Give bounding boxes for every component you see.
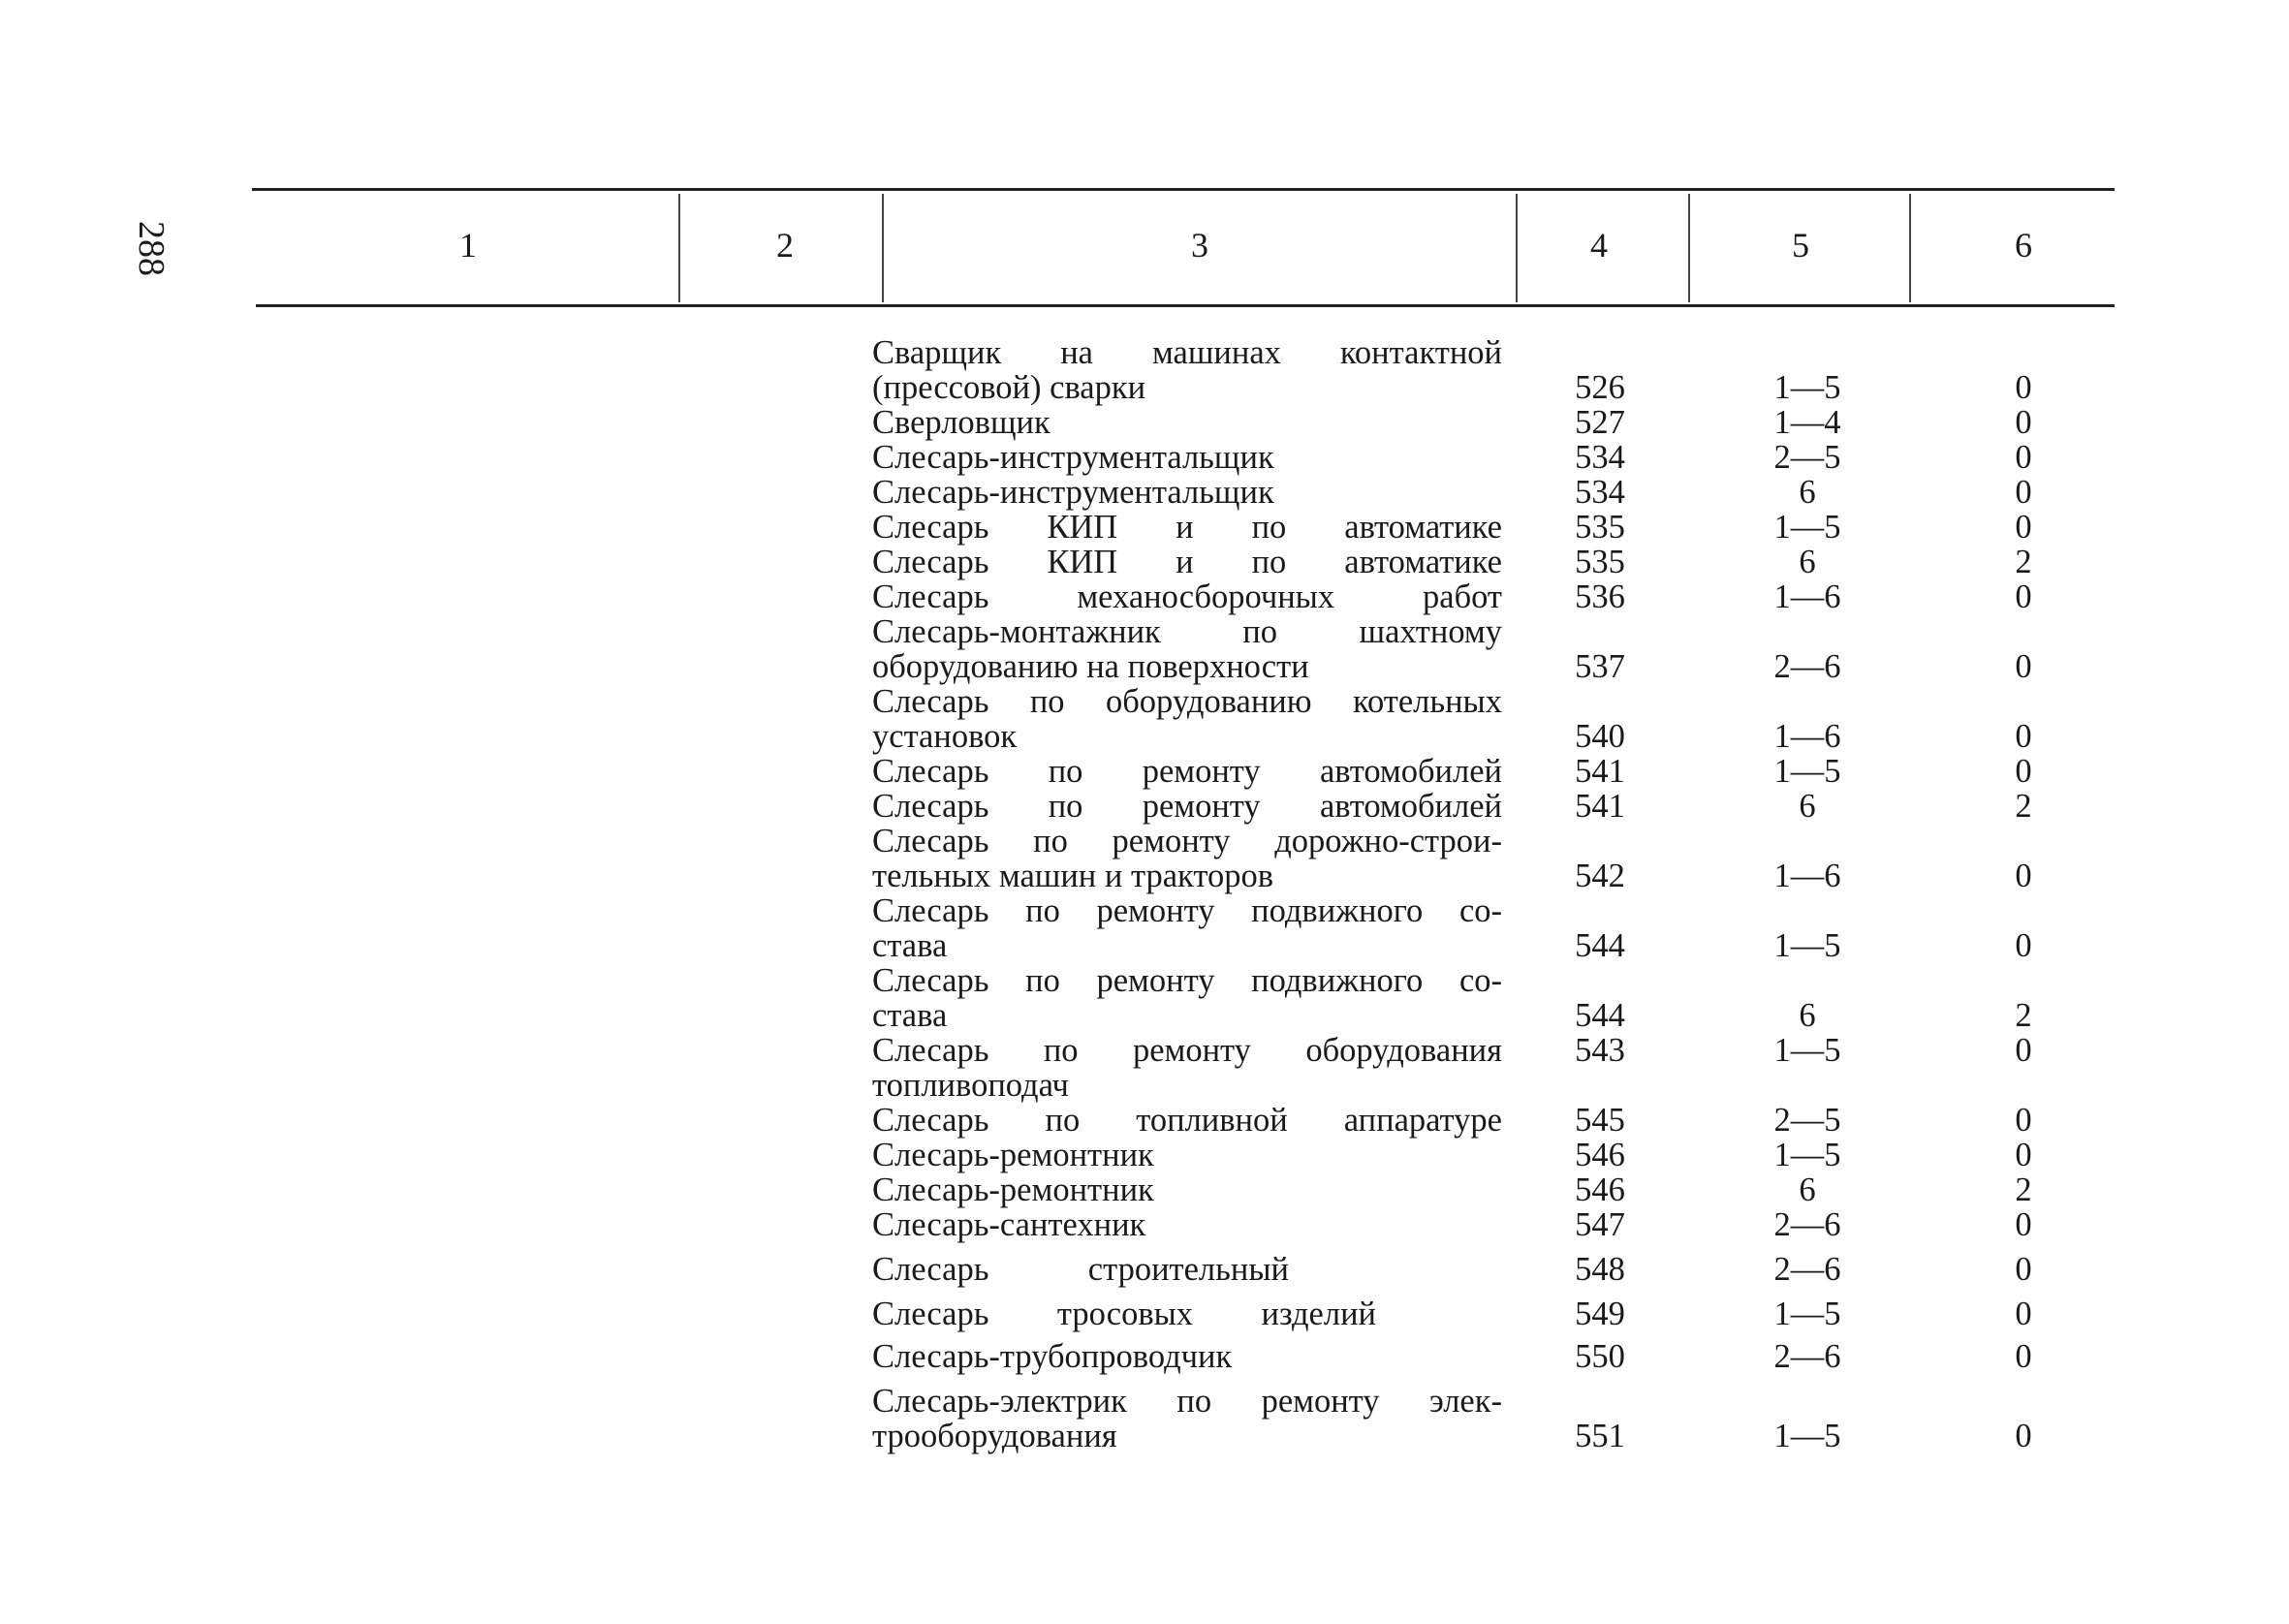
- occupation-name-line: Слесарь по ремонту подвижного со-: [872, 892, 1502, 929]
- occupation-name-line: става: [872, 927, 948, 964]
- occupation-name-line: Слесарь по ремонту автомобилей: [872, 788, 1502, 825]
- occupation-name-line: трооборудования: [872, 1418, 1117, 1454]
- value-cell: 0: [2015, 927, 2032, 964]
- value-cell: 0: [2015, 1418, 2032, 1454]
- occupation-name-line: Слесарь КИП и по автоматике: [872, 509, 1502, 546]
- value-cell: 2: [2015, 788, 2032, 825]
- occupation-name-line: Сварщик на машинах контактной: [872, 334, 1502, 371]
- grade-range: 2—6: [1773, 648, 1841, 685]
- column-divider-1: [678, 194, 680, 302]
- occupation-code: 527: [1575, 404, 1625, 441]
- occupation-code: 549: [1575, 1296, 1625, 1332]
- grade-range: 6: [1799, 474, 1816, 511]
- occupation-name-line: Слесарь-инструментальщик: [872, 474, 1274, 511]
- occupation-code: 540: [1575, 718, 1625, 755]
- occupation-code: 535: [1575, 509, 1625, 546]
- occupation-name-line: Слесарь по оборудованию котельных: [872, 683, 1502, 720]
- occupation-name-line: оборудованию на поверхности: [872, 648, 1309, 685]
- occupation-name-line: Слесарь-электрик по ремонту элек-: [872, 1383, 1502, 1420]
- grade-range: 6: [1799, 997, 1816, 1034]
- value-cell: 2: [2015, 544, 2032, 580]
- column-number-1: 1: [459, 226, 477, 265]
- column-divider-4: [1688, 194, 1690, 302]
- column-divider-2: [882, 194, 884, 302]
- grade-range: 1—5: [1773, 509, 1841, 546]
- occupation-code: 550: [1575, 1338, 1625, 1375]
- grade-range: 1—6: [1773, 858, 1841, 894]
- column-divider-5: [1909, 194, 1911, 302]
- column-number-5: 5: [1792, 226, 1809, 265]
- occupation-name-line: Слесарь строительный: [872, 1251, 1289, 1288]
- value-cell: 0: [2015, 1338, 2032, 1375]
- column-number-3: 3: [1191, 226, 1208, 265]
- occupation-code: 544: [1575, 997, 1625, 1034]
- occupation-code: 526: [1575, 369, 1625, 406]
- column-number-4: 4: [1590, 226, 1608, 265]
- value-cell: 0: [2015, 578, 2032, 615]
- occupation-name-line: Слесарь-ремонтник: [872, 1137, 1154, 1173]
- occupation-name-line: Слесарь-инструментальщик: [872, 439, 1274, 476]
- column-number-6: 6: [2015, 226, 2032, 265]
- column-number-2: 2: [776, 226, 794, 265]
- occupation-name-line: Сверловщик: [872, 404, 1050, 441]
- grade-range: 1—5: [1773, 369, 1841, 406]
- page-number: 288: [131, 221, 172, 276]
- value-cell: 0: [2015, 1032, 2032, 1069]
- occupation-code: 534: [1575, 474, 1625, 511]
- occupation-code: 546: [1575, 1171, 1625, 1208]
- value-cell: 0: [2015, 369, 2032, 406]
- grade-range: 1—5: [1773, 753, 1841, 790]
- occupation-name-line: Слесарь-ремонтник: [872, 1171, 1154, 1208]
- occupation-name-line: Слесарь по ремонту оборудования: [872, 1032, 1502, 1069]
- grade-range: 2—6: [1773, 1206, 1841, 1243]
- grade-range: 1—5: [1773, 1296, 1841, 1332]
- value-cell: 0: [2015, 1102, 2032, 1139]
- occupation-code: 542: [1575, 858, 1625, 894]
- occupation-code: 541: [1575, 753, 1625, 790]
- value-cell: 2: [2015, 1171, 2032, 1208]
- occupation-code: 551: [1575, 1418, 1625, 1454]
- grade-range: 1—5: [1773, 927, 1841, 964]
- value-cell: 0: [2015, 753, 2032, 790]
- occupation-name-line: Слесарь-трубопроводчик: [872, 1338, 1233, 1375]
- grade-range: 6: [1799, 788, 1816, 825]
- column-divider-3: [1516, 194, 1518, 302]
- grade-range: 2—6: [1773, 1338, 1841, 1375]
- value-cell: 0: [2015, 1137, 2032, 1173]
- occupation-code: 535: [1575, 544, 1625, 580]
- value-cell: 2: [2015, 997, 2032, 1034]
- grade-range: 1—6: [1773, 718, 1841, 755]
- value-cell: 0: [2015, 648, 2032, 685]
- occupation-code: 547: [1575, 1206, 1625, 1243]
- grade-range: 6: [1799, 1171, 1816, 1208]
- occupation-code: 541: [1575, 788, 1625, 825]
- occupation-name-line: Слесарь по ремонту подвижного со-: [872, 962, 1502, 999]
- grade-range: 1—5: [1773, 1137, 1841, 1173]
- value-cell: 0: [2015, 858, 2032, 894]
- grade-range: 1—5: [1773, 1032, 1841, 1069]
- occupation-name-line: Слесарь по топливной аппаратуре: [872, 1102, 1502, 1139]
- occupation-code: 544: [1575, 927, 1625, 964]
- grade-range: 6: [1799, 544, 1816, 580]
- value-cell: 0: [2015, 439, 2032, 476]
- occupation-name-line: Слесарь-монтажник по шахтному: [872, 613, 1502, 650]
- occupation-name-line: Слесарь-сантехник: [872, 1206, 1146, 1243]
- occupation-name-line: (прессовой) сварки: [872, 369, 1146, 406]
- occupation-code: 537: [1575, 648, 1625, 685]
- table-header-bottom-rule: [256, 304, 2115, 307]
- value-cell: 0: [2015, 1206, 2032, 1243]
- grade-range: 1—5: [1773, 1418, 1841, 1454]
- value-cell: 0: [2015, 474, 2032, 511]
- occupation-code: 536: [1575, 578, 1625, 615]
- occupation-name-line: топливоподач: [872, 1067, 1069, 1104]
- occupation-code: 548: [1575, 1251, 1625, 1288]
- value-cell: 0: [2015, 404, 2032, 441]
- value-cell: 0: [2015, 718, 2032, 755]
- occupation-name-line: Слесарь КИП и по автоматике: [872, 544, 1502, 580]
- grade-range: 1—6: [1773, 578, 1841, 615]
- occupation-name-line: установок: [872, 718, 1018, 755]
- occupation-name-line: тельных машин и тракторов: [872, 858, 1273, 894]
- table-top-rule: [252, 188, 2115, 191]
- occupation-code: 543: [1575, 1032, 1625, 1069]
- occupation-code: 545: [1575, 1102, 1625, 1139]
- occupation-name-line: Слесарь механосборочных работ: [872, 578, 1502, 615]
- value-cell: 0: [2015, 509, 2032, 546]
- occupation-name-line: Слесарь тросовых изделий: [872, 1296, 1376, 1332]
- grade-range: 2—5: [1773, 439, 1841, 476]
- grade-range: 2—6: [1773, 1251, 1841, 1288]
- occupation-name-line: Слесарь по ремонту автомобилей: [872, 753, 1502, 790]
- occupation-code: 534: [1575, 439, 1625, 476]
- grade-range: 1—4: [1773, 404, 1841, 441]
- occupation-name-line: става: [872, 997, 948, 1034]
- value-cell: 0: [2015, 1296, 2032, 1332]
- occupation-name-line: Слесарь по ремонту дорожно-строи-: [872, 823, 1502, 859]
- occupation-code: 546: [1575, 1137, 1625, 1173]
- value-cell: 0: [2015, 1251, 2032, 1288]
- grade-range: 2—5: [1773, 1102, 1841, 1139]
